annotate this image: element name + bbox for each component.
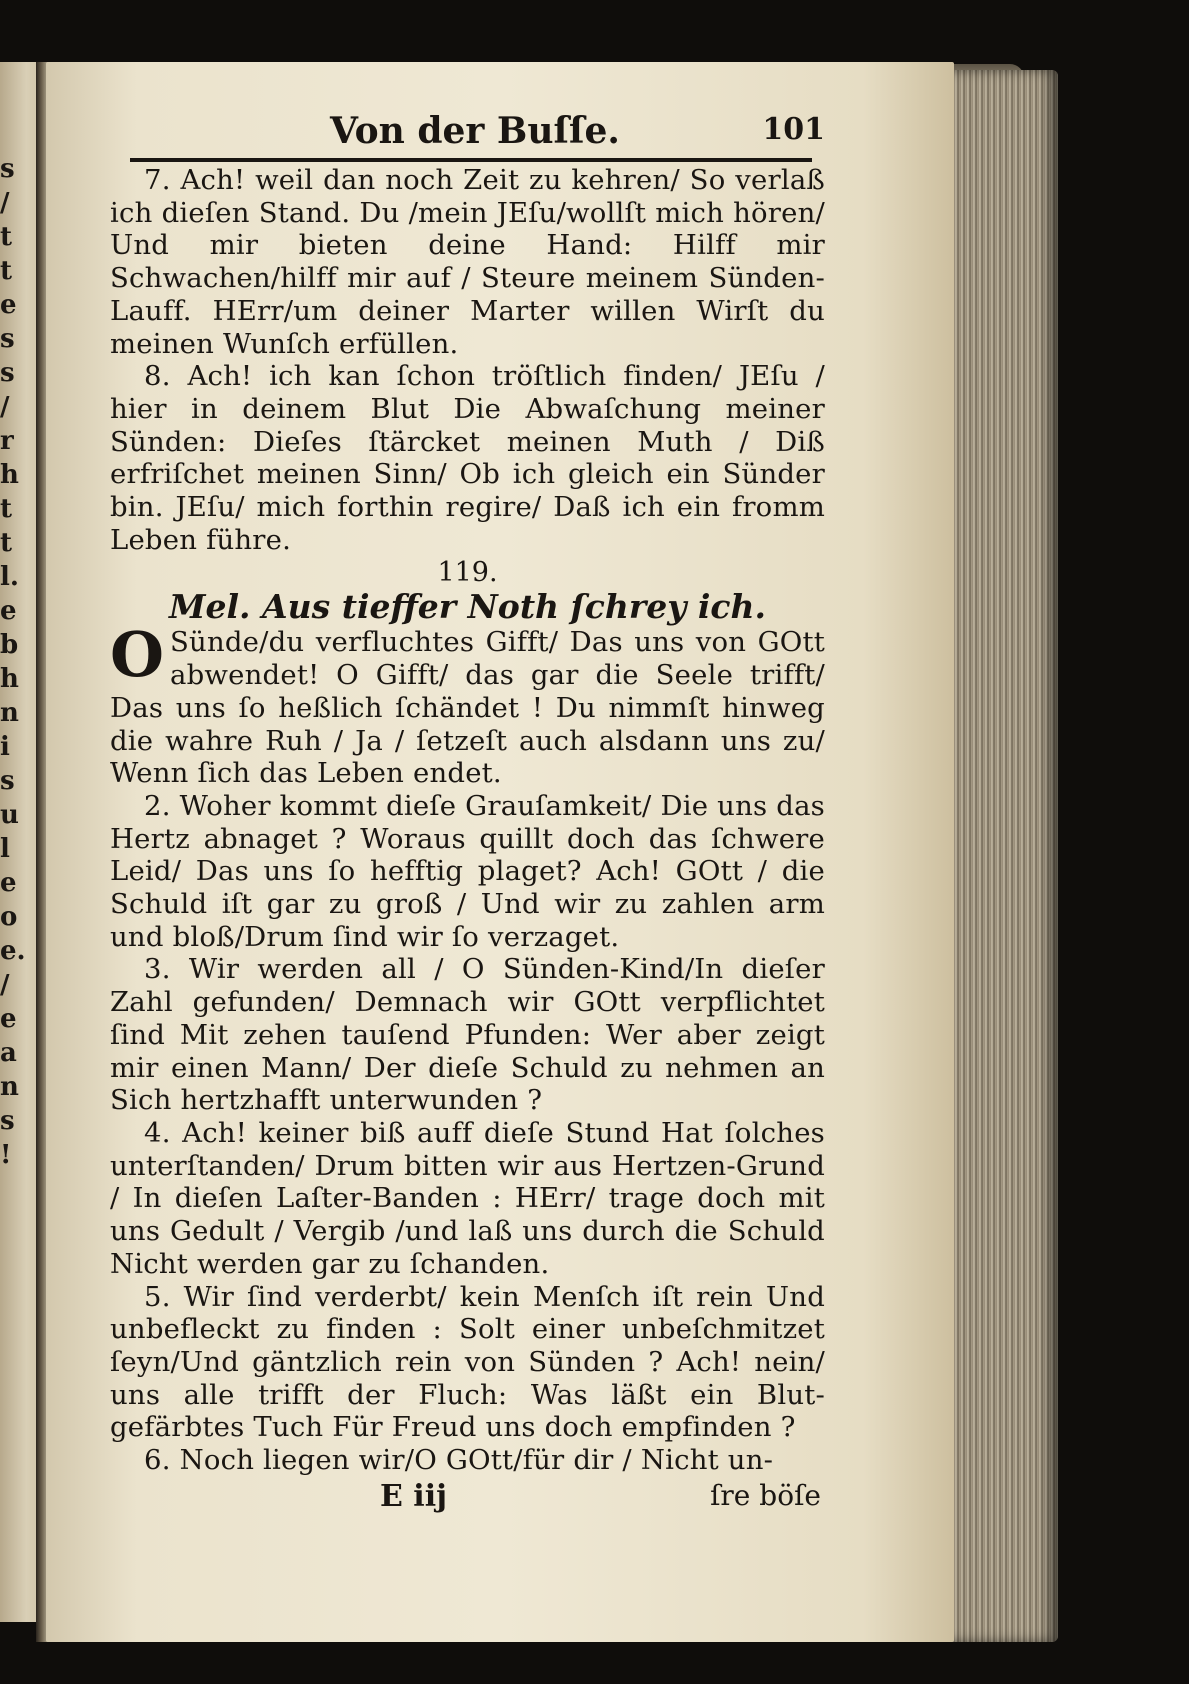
margin-fragment: t (0, 528, 13, 558)
facing-page-fragments (0, 152, 26, 1172)
hymn-first-verse (110, 618, 825, 790)
margin-fragment: n (0, 698, 19, 728)
hymn-number: 119. (437, 557, 498, 589)
catchword: ſre böſe (710, 1478, 821, 1512)
margin-fragment: / (0, 970, 10, 1000)
margin-fragment: e (0, 868, 17, 898)
margin-fragment: e (0, 1004, 17, 1034)
margin-fragment: l. (0, 562, 19, 592)
margin-fragment: s (0, 154, 15, 184)
margin-fragment: t (0, 222, 13, 252)
running-header (110, 110, 825, 158)
page-number: 101 (762, 112, 825, 147)
margin-fragment: t (0, 494, 13, 524)
verse-8: 8. Ach! ich kan ſchon tröſtlich finden/ JEſu / hier in deinem Blut Die Abwaſchung meiner Sünden: Dieſes ſtärcket meinen Muth / Diß erfriſchet meinen Sinn/ Ob ich gleich ein Sünder bin. JEſu/ mich forthin regire/ Daß ich ein fromm Leben führe. (110, 360, 825, 556)
margin-fragment: b (0, 630, 19, 660)
margin-fragment: o (0, 902, 18, 932)
margin-fragment: / (0, 392, 10, 422)
margin-fragment: i (0, 732, 10, 762)
hymn-verse-6: 6. Noch liegen wir/O GOtt/für dir / Nicht un- (144, 1444, 774, 1477)
margin-fragment: l (0, 834, 10, 864)
header-rule (130, 158, 812, 162)
margin-fragment: s (0, 358, 15, 388)
margin-fragment: t (0, 256, 13, 286)
page-stack-edges (948, 70, 1058, 1642)
signature-mark: E iij (380, 1478, 447, 1514)
margin-fragment: s (0, 1106, 15, 1136)
margin-fragment: h (0, 664, 19, 694)
hymn-first-verse-text: Sünde/du verfluchtes Gifft/ Das uns von GOtt abwendet! O Gifft/ das gar die Seele trifft/ Das uns ſo heßlich ſchändet ! Du nimmſt hinweg die wahre Ruh / Ja / ſetzeſt auch alsdann uns zu/ Wenn ſich das Leben endet. (110, 626, 825, 790)
page-text (110, 110, 825, 1519)
margin-fragment: r (0, 426, 14, 456)
hymn-verse-3: 3. Wir werden all / O Sünden-Kind/In dieſer Zahl gefunden/ Demnach wir GOtt verpflichtet ſind Mit zehen tauſend Pfunden: Wer aber zeigt mir einen Mann/ Der dieſe Schuld zu nehmen an Sich hertzhafft unterwunden ? (110, 953, 825, 1117)
margin-fragment: s (0, 766, 15, 796)
margin-fragment: / (0, 188, 10, 218)
hymn-verse-4: 4. Ach! keiner biß auff dieſe Stund Hat ſolches unterſtanden/ Drum bitten wir aus Hertzen-Grund / In dieſen Laſter-Banden : HErr/ trage doch mit uns Gedult / Vergib /und laß uns durch die Schuld Nicht werden gar zu ſchanden. (110, 1116, 825, 1280)
margin-fragment: u (0, 800, 19, 830)
page-footer (110, 1479, 825, 1519)
margin-fragment: n (0, 1072, 19, 1102)
melody-line: Mel. Aus tieffer Noth ſchrey ich. (169, 587, 766, 627)
verse-7: 7. Ach! weil dan noch Zeit zu kehren/ So verlaß ich dieſen Stand. Du /mein JEſu/wollſt mich hören/ Und mir bieten deine Hand: Hilff mir Schwachen/hilff mir auf / Steure meinem Sünden-Lauff. HErr/um deiner Marter willen Wirſt du meinen Wunſch erfüllen. (110, 164, 825, 360)
margin-fragment: s (0, 324, 15, 354)
margin-fragment: e. (0, 936, 26, 966)
margin-fragment: a (0, 1038, 17, 1068)
margin-fragment: ! (0, 1140, 12, 1170)
margin-fragment: h (0, 460, 19, 490)
margin-fragment: e (0, 290, 17, 320)
hymn-verse-2: 2. Woher kommt dieſe Grauſamkeit/ Die uns das Hertz abnaget ? Woraus quillt doch das ſchwere Leid/ Das uns ſo hefftig plaget? Ach! GOtt / die Schuld iſt gar zu groß / Und wir zu zahlen arm und bloß/Drum ſind wir ſo verzaget. (110, 789, 825, 953)
drop-cap: O (110, 618, 165, 692)
margin-fragment: e (0, 596, 17, 626)
running-title: Von der Buſſe. (330, 110, 620, 152)
hymn-verse-5: 5. Wir ſind verderbt/ kein Menſch iſt rein Und unbefleckt zu finden : Solt einer unbeſchmitzet ſeyn/Und gäntzlich rein von Sünden ? Ach! nein/ uns alle trifft der Fluch: Was läßt ein Blut-gefärbtes Tuch Für Freud uns doch empfinden ? (110, 1280, 825, 1444)
